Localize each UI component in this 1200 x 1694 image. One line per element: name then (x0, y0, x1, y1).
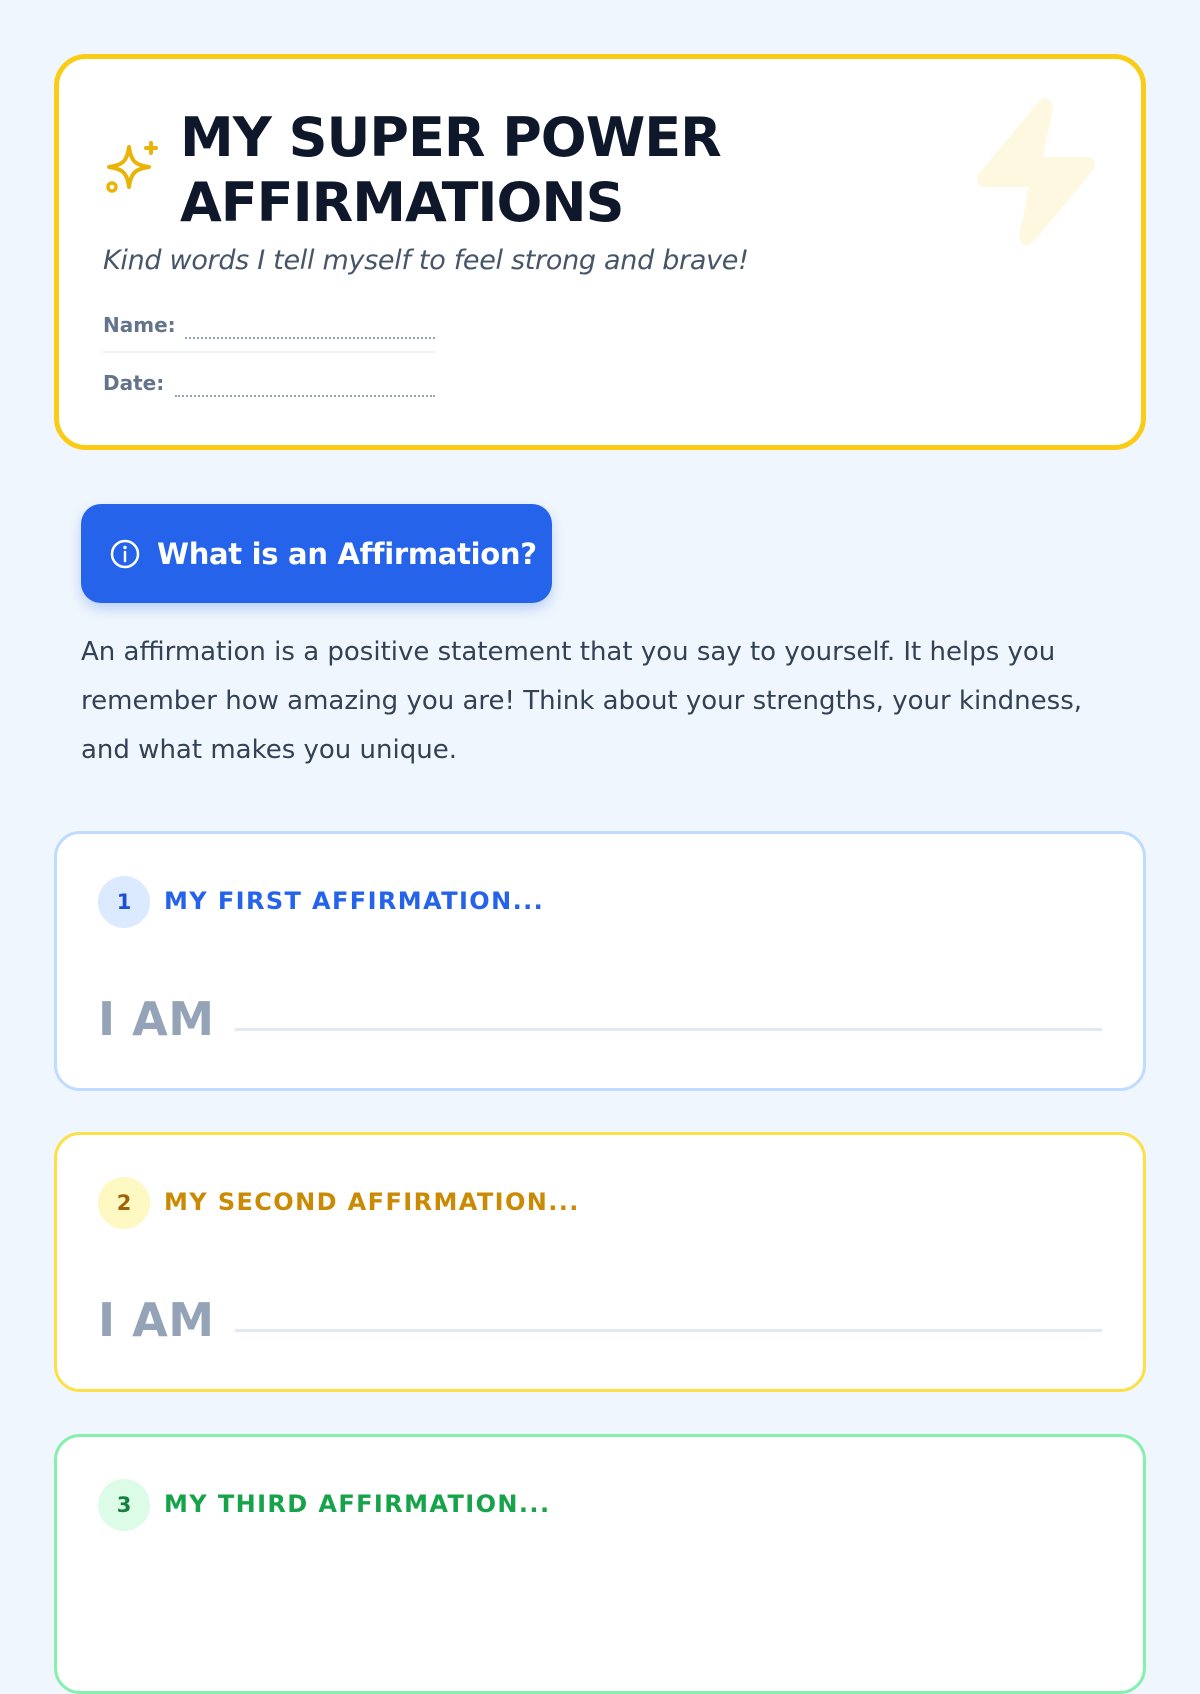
affirmation-number-badge: 3 (98, 1479, 150, 1531)
i-am-prompt: I AM (98, 992, 215, 1046)
name-write-line[interactable] (185, 337, 435, 339)
name-field (103, 313, 435, 353)
what-is-affirmation-button[interactable] (81, 504, 552, 603)
header-card (54, 54, 1146, 450)
affirmation-explanation: An affirmation is a positive statement that you say to yourself. It helps you remember how amazing you are! Think about your strengths, your kindness, and what makes you unique. (81, 637, 1083, 765)
affirmation-write-line[interactable] (235, 1329, 1102, 1332)
affirmation-write-line[interactable] (235, 1028, 1102, 1031)
date-field (103, 371, 435, 399)
name-label: Name: (103, 313, 176, 337)
page-title (180, 105, 721, 235)
date-write-line[interactable] (175, 395, 435, 397)
info-icon (109, 538, 141, 570)
page-title-line-2: AFFIRMATIONS (180, 171, 624, 234)
affirmation-heading: MY FIRST AFFIRMATION... (164, 887, 545, 915)
affirmation-number-badge: 2 (98, 1177, 150, 1229)
affirmation-number-badge: 1 (98, 876, 150, 928)
affirmation-card-1 (54, 831, 1146, 1091)
date-label: Date: (103, 371, 165, 395)
page-title-line-1: MY SUPER POWER (180, 106, 721, 169)
affirmation-card-2 (54, 1132, 1146, 1392)
info-button-label: What is an Affirmation? (157, 536, 537, 571)
i-am-prompt: I AM (98, 1293, 215, 1347)
sparkle-icon (103, 139, 161, 197)
lightning-bolt-icon (967, 97, 1117, 247)
affirmation-heading: MY THIRD AFFIRMATION... (164, 1490, 551, 1518)
subtitle: Kind words I tell myself to feel strong and brave! (103, 245, 749, 276)
affirmation-card-3 (54, 1434, 1146, 1694)
affirmation-heading: MY SECOND AFFIRMATION... (164, 1188, 580, 1216)
